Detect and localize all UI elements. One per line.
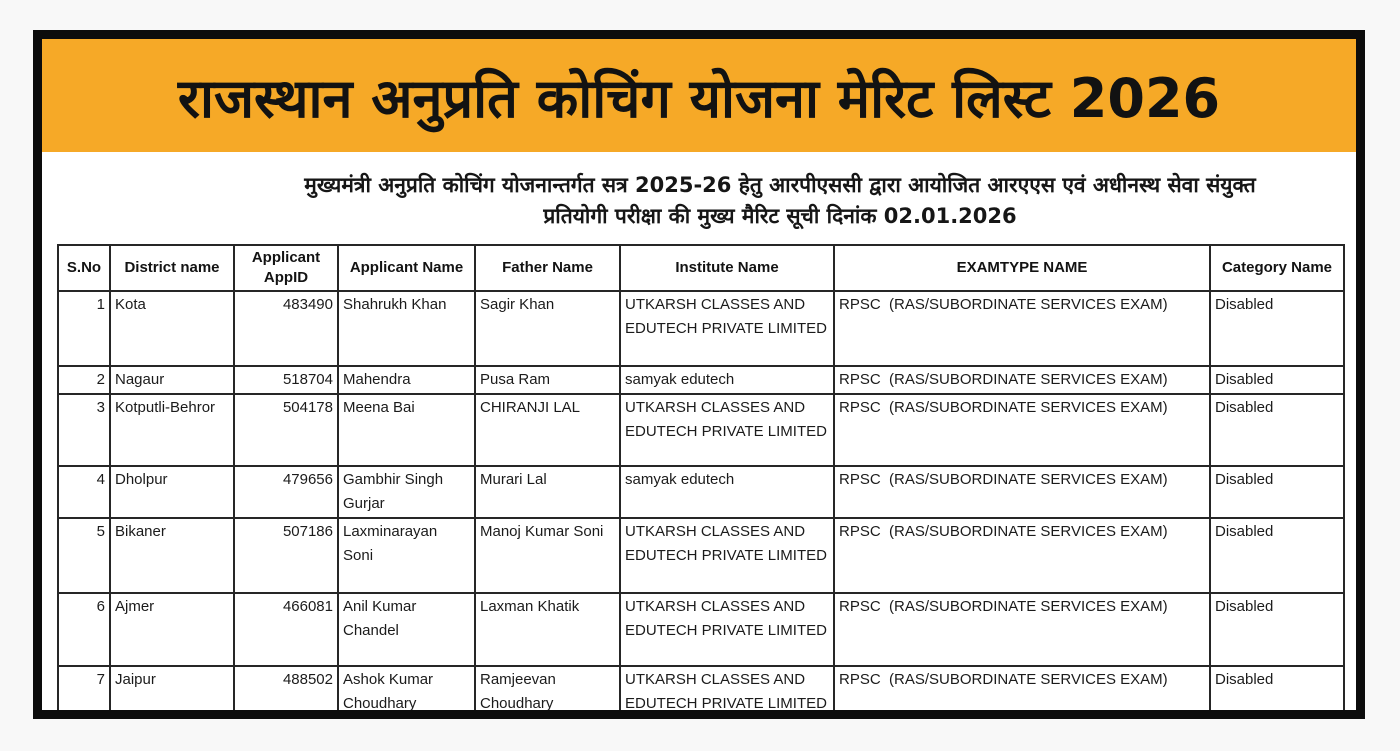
cell-category-name: Disabled <box>1210 291 1344 366</box>
cell-examtype-name: RPSC (RAS/SUBORDINATE SERVICES EXAM) <box>834 666 1210 719</box>
cell-sno: 6 <box>58 593 110 666</box>
cell-category-name: Disabled <box>1210 366 1344 394</box>
cell-institute-name: samyak edutech <box>620 466 834 518</box>
cell-applicant-appid: 466081 <box>234 593 338 666</box>
cell-district-name: Jaipur <box>110 666 234 719</box>
table-row <box>58 291 1344 366</box>
cell-sno: 5 <box>58 518 110 593</box>
cell-institute-name: UTKARSH CLASSES AND EDUTECH PRIVATE LIMITED <box>620 394 834 466</box>
cell-district-name: Kotputli-Behror <box>110 394 234 466</box>
merit-list-table <box>57 244 1345 719</box>
cell-father-name: Pusa Ram <box>475 366 620 394</box>
cell-applicant-appid: 518704 <box>234 366 338 394</box>
col-header-institute-name: Institute Name <box>620 245 834 291</box>
cell-district-name: Bikaner <box>110 518 234 593</box>
col-header-applicant-name: Applicant Name <box>338 245 475 291</box>
cell-father-name: Murari Lal <box>475 466 620 518</box>
cell-district-name: Dholpur <box>110 466 234 518</box>
table-body <box>58 291 1344 719</box>
cell-category-name: Disabled <box>1210 666 1344 719</box>
cell-applicant-appid: 479656 <box>234 466 338 518</box>
cell-category-name: Disabled <box>1210 466 1344 518</box>
cell-applicant-appid: 504178 <box>234 394 338 466</box>
cell-category-name: Disabled <box>1210 394 1344 466</box>
cell-father-name: Laxman Khatik <box>475 593 620 666</box>
cell-applicant-name: Meena Bai <box>338 394 475 466</box>
table-row <box>58 394 1344 466</box>
col-header-examtype-name: EXAMTYPE NAME <box>834 245 1210 291</box>
table-row <box>58 518 1344 593</box>
cell-institute-name: UTKARSH CLASSES AND EDUTECH PRIVATE LIMITED <box>620 518 834 593</box>
notice-subtitle <box>42 152 1356 244</box>
title-banner <box>42 39 1356 152</box>
merit-list-frame <box>33 30 1365 719</box>
cell-applicant-name: Anil Kumar Chandel <box>338 593 475 666</box>
table-row <box>58 366 1344 394</box>
cell-examtype-name: RPSC (RAS/SUBORDINATE SERVICES EXAM) <box>834 291 1210 366</box>
cell-category-name: Disabled <box>1210 593 1344 666</box>
cell-district-name: Kota <box>110 291 234 366</box>
cell-sno: 4 <box>58 466 110 518</box>
cell-examtype-name: RPSC (RAS/SUBORDINATE SERVICES EXAM) <box>834 394 1210 466</box>
cell-father-name: Sagir Khan <box>475 291 620 366</box>
cell-father-name: Manoj Kumar Soni <box>475 518 620 593</box>
cell-applicant-appid: 488502 <box>234 666 338 719</box>
cell-applicant-appid: 483490 <box>234 291 338 366</box>
cell-applicant-name: Ashok Kumar Choudhary <box>338 666 475 719</box>
cell-district-name: Ajmer <box>110 593 234 666</box>
col-header-sno: S.No <box>58 245 110 291</box>
cell-examtype-name: RPSC (RAS/SUBORDINATE SERVICES EXAM) <box>834 366 1210 394</box>
cell-examtype-name: RPSC (RAS/SUBORDINATE SERVICES EXAM) <box>834 518 1210 593</box>
table-row <box>58 666 1344 719</box>
cell-applicant-appid: 507186 <box>234 518 338 593</box>
cell-institute-name: UTKARSH CLASSES AND EDUTECH PRIVATE LIMITED <box>620 593 834 666</box>
table-header <box>58 245 1344 291</box>
cell-examtype-name: RPSC (RAS/SUBORDINATE SERVICES EXAM) <box>834 466 1210 518</box>
cell-category-name: Disabled <box>1210 518 1344 593</box>
notice-line-2: प्रतियोगी परीक्षा की मुख्य मैरिट सूची दिनांक 02.01.2026 <box>543 204 1017 228</box>
cell-sno: 7 <box>58 666 110 719</box>
cell-district-name: Nagaur <box>110 366 234 394</box>
notice-line-1: मुख्यमंत्री अनुप्रति कोचिंग योजनान्तर्गत सत्र 2025-26 हेतु आरपीएससी द्वारा आयोजित आरएएस एवं अधीनस्थ सेवा संयुक्त <box>304 173 1256 197</box>
col-header-district-name: District name <box>110 245 234 291</box>
table-row <box>58 466 1344 518</box>
col-header-category-name: Category Name <box>1210 245 1344 291</box>
cell-sno: 1 <box>58 291 110 366</box>
table-header-row <box>58 245 1344 291</box>
cell-institute-name: samyak edutech <box>620 366 834 394</box>
table-row <box>58 593 1344 666</box>
col-header-applicant-appid: Applicant AppID <box>234 245 338 291</box>
cell-sno: 2 <box>58 366 110 394</box>
cell-father-name: CHIRANJI LAL <box>475 394 620 466</box>
cell-applicant-name: Gambhir Singh Gurjar <box>338 466 475 518</box>
cell-sno: 3 <box>58 394 110 466</box>
cell-applicant-name: Shahrukh Khan <box>338 291 475 366</box>
cell-applicant-name: Mahendra <box>338 366 475 394</box>
cell-institute-name: UTKARSH CLASSES AND EDUTECH PRIVATE LIMITED <box>620 666 834 719</box>
cell-father-name: Ramjeevan Choudhary <box>475 666 620 719</box>
col-header-father-name: Father Name <box>475 245 620 291</box>
cell-applicant-name: Laxminarayan Soni <box>338 518 475 593</box>
cell-examtype-name: RPSC (RAS/SUBORDINATE SERVICES EXAM) <box>834 593 1210 666</box>
page-title: राजस्थान अनुप्रति कोचिंग योजना मेरिट लिस्ट 2026 <box>177 66 1221 130</box>
cell-institute-name: UTKARSH CLASSES AND EDUTECH PRIVATE LIMITED <box>620 291 834 366</box>
